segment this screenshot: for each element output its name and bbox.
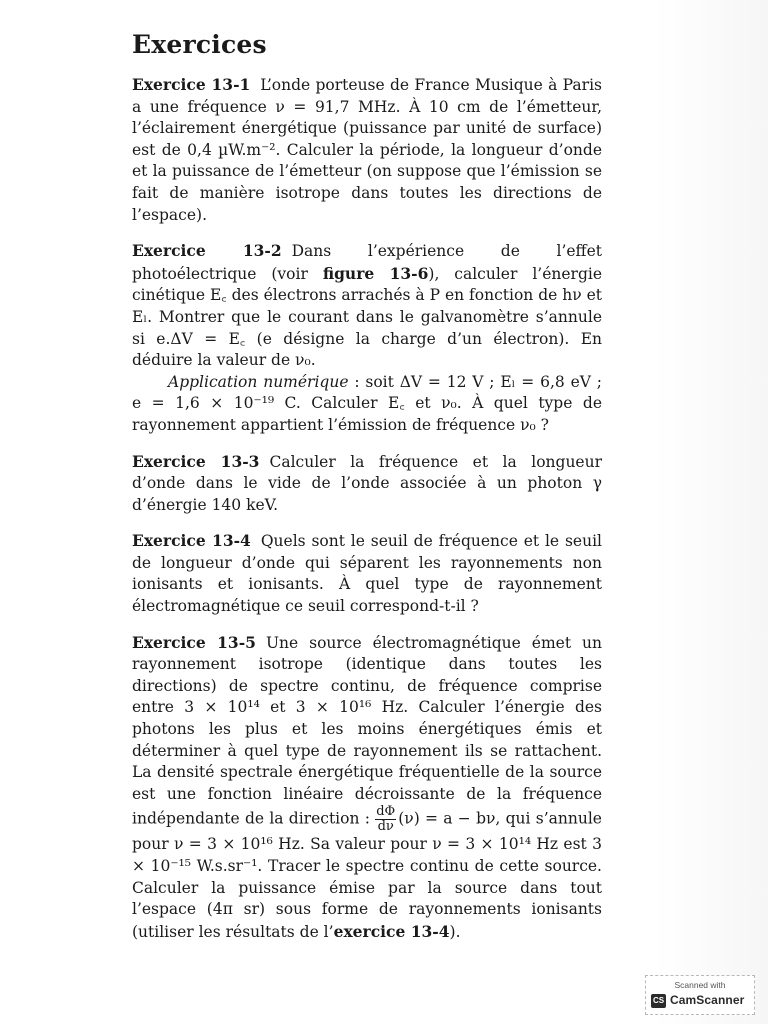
- page-title: Exercices: [132, 30, 267, 59]
- figure-reference: figure 13-6: [322, 263, 429, 283]
- exercise-body: L’onde porteuse de France Musique à Paris a une fréquence ν = 91,7 MHz. À 10 cm de l’émetteur, l’éclairement énergétique (puissance par unité de surface) est de 0,4 µW.m⁻². Calculer la période, la longueur d’onde et la puissance de l’émetteur (on suppose que l’émission se fait de manière isotrope dans toutes les directions de l’espace).: [132, 76, 602, 224]
- exercise-13-2: [132, 240, 602, 436]
- exercise-body: Quels sont le seuil de fréquence et le seuil de longueur d’onde qui séparent les rayonnements non ionisants et ionisants. À quel type de rayonnement électromagnétique ce seuil correspond-t-il ?: [132, 532, 602, 616]
- exercise-reference: exercice 13-4: [333, 921, 450, 941]
- watermark-brand: CamScanner: [670, 993, 745, 1007]
- exercise-title: Exercice 13-1: [132, 75, 251, 94]
- fraction-denominator: dν: [377, 819, 394, 835]
- exercise-title: Exercice 13-4: [132, 531, 251, 551]
- scanner-watermark: [645, 975, 755, 1015]
- exercise-body: Une source électromagnétique émet un rayonnement isotrope (identique dans toutes les directions) de spectre continu, de fréquence comprise entre 3 × 10¹⁴ et 3 × 10¹⁶ Hz. Calculer l’énergie des photons les plus et les moins énergétiques émis et déterminer à quel type de rayonnement ils se rattachent. La densité spectrale énergétique fréquentielle de la source est une fonction linéaire décroissante de la fréquence indépendante de la direction :: [132, 633, 602, 828]
- exercise-13-3: [132, 451, 602, 517]
- exercise-body-continued: (ν) = a − bν, qui s’annule pour ν = 3 × 10¹⁶ Hz. Sa valeur pour ν = 3 × 10¹⁴ Hz est 3 × 10⁻¹⁵ W.s.sr⁻¹. Tracer le spectre continu de cette source. Calculer la puissance émise par la source dans tout l’espace (4π sr) sous forme de rayonnements ionisants (utiliser les résultats de l’: [132, 809, 602, 941]
- numerical-application: [132, 372, 602, 437]
- exercise-title: Exercice 13-5: [132, 632, 256, 652]
- exercise-13-5: [132, 632, 602, 944]
- exercise-body: Dans l’expérience de l’effet photoélectrique (voir: [132, 242, 602, 283]
- page-content: [132, 28, 602, 957]
- application-label: Application numérique: [168, 372, 349, 391]
- exercise-13-2-statement: [132, 240, 602, 372]
- watermark-caption: Scanned with: [674, 980, 726, 990]
- application-text: : soit ΔV = 12 V ; Eₗ = 6,8 eV ; e = 1,6 × 10⁻¹⁹ C. Calculer E꜀ et ν₀. À quel type de rayonnement appartient l’émission de fréquence ν₀ ?: [132, 372, 602, 434]
- exercise-title: Exercice 13-3: [132, 451, 260, 471]
- exercise-13-4: [132, 530, 602, 617]
- exercise-body-end: ).: [449, 922, 461, 941]
- exercise-13-1: [132, 74, 602, 226]
- camscanner-logo-icon: CS: [651, 994, 666, 1008]
- exercise-body: Calculer la fréquence et la longueur d’onde dans le vide de l’onde associée à un photon γ d’énergie 140 keV.: [132, 452, 602, 514]
- fraction-dphi-dnu: [375, 805, 396, 834]
- exercise-body-continued: ), calculer l’énergie cinétique E꜀ des électrons arrachés à P en fonction de hν et Eₗ. Montrer que le courant dans le galvanomètre s’annule si e.ΔV = E꜀ (e désigne la charge d’un électron). En déduire la valeur de ν₀.: [132, 264, 602, 370]
- exercise-title: Exercice 13-2: [132, 241, 282, 261]
- fraction-numerator: dΦ: [376, 804, 396, 820]
